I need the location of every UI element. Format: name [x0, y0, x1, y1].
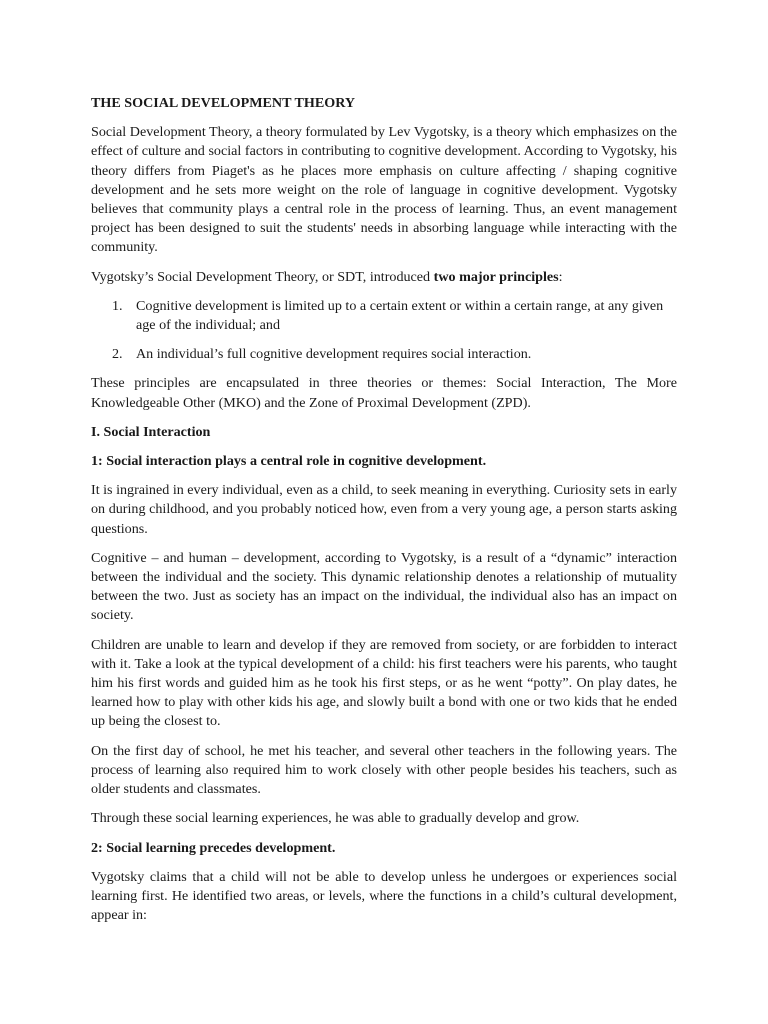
list-item [91, 345, 677, 364]
principles-list [91, 297, 677, 365]
themes-paragraph: These principles are encapsulated in three theories or themes: Social Interaction, The More Knowledgeable Other (MKO) and the Zone of Proximal Development (ZPD). [91, 375, 677, 411]
principles-intro-paragraph [91, 268, 677, 287]
list-item [91, 297, 677, 335]
list-item-text: An individual’s full cognitive development requires social interaction. [136, 346, 532, 363]
body-paragraph: Cognitive – and human – development, according to Vygotsky, is a result of a “dynamic” interaction between the individual and the society. This dynamic relationship denotes a relationship of mutuality between the two. Just as society has an impact on the individual, the individual also has an impact on society. [91, 549, 677, 624]
section-heading-social-interaction: I. Social Interaction [91, 423, 211, 440]
document-title: THE SOCIAL DEVELOPMENT THEORY [91, 95, 356, 111]
list-item-number: 2. [112, 346, 123, 363]
list-item-number: 1. [112, 297, 123, 314]
body-paragraph: Through these social learning experiences, he was able to gradually develop and grow. [91, 810, 580, 827]
subheading-central-role: 1: Social interaction plays a central role in cognitive development. [91, 453, 487, 470]
principles-intro-text: Vygotsky’s Social Development Theory, or SDT, introduced [91, 268, 434, 285]
body-paragraph: On the first day of school, he met his teacher, and several other teachers in the following years. The process of learning also required him to work closely with other people besides his teachers, such as older students and classmates. [91, 742, 677, 798]
subheading-social-learning: 2: Social learning precedes development. [91, 839, 336, 856]
intro-paragraph: Social Development Theory, a theory formulated by Lev Vygotsky, is a theory which emphasizes on the effect of culture and social factors in contributing to cognitive development. According to Vygotsky, his theory differs from Piaget's as he places more emphasis on culture affecting / shaping cognitive development and he sets more weight on the role of language in cognitive development. Vygotsky believes that community plays a central role in the process of learning. Thus, an event management project has been designed to suit the students' needs in absorbing language while interacting with the community. [91, 124, 677, 256]
principles-intro-bold: two major principles [433, 268, 559, 285]
document-page [91, 94, 677, 935]
body-paragraph: Children are unable to learn and develop if they are removed from society, or are forbidden to interact with it. Take a look at the typical development of a child: his first teachers were his parents, who taught him his first words and guided him as he took his first steps, or as he went “potty”. On play dates, he learned how to play with other kids his age, and slowly built a bond with one or two kids that he ended up being the closest to. [91, 636, 677, 730]
body-paragraph: Vygotsky claims that a child will not be able to develop unless he undergoes or experiences social learning first. He identified two areas, or levels, where the functions in a child’s cultural development, appear in: [91, 868, 677, 924]
list-item-text: Cognitive development is limited up to a certain extent or within a certain range, at any given age of the individual; and [136, 297, 664, 334]
principles-intro-colon: : [558, 268, 563, 285]
body-paragraph: It is ingrained in every individual, even as a child, to seek meaning in everything. Curiosity sets in early on during childhood, and you probably noticed how, even from a very young age, a person starts asking questions. [91, 482, 677, 537]
